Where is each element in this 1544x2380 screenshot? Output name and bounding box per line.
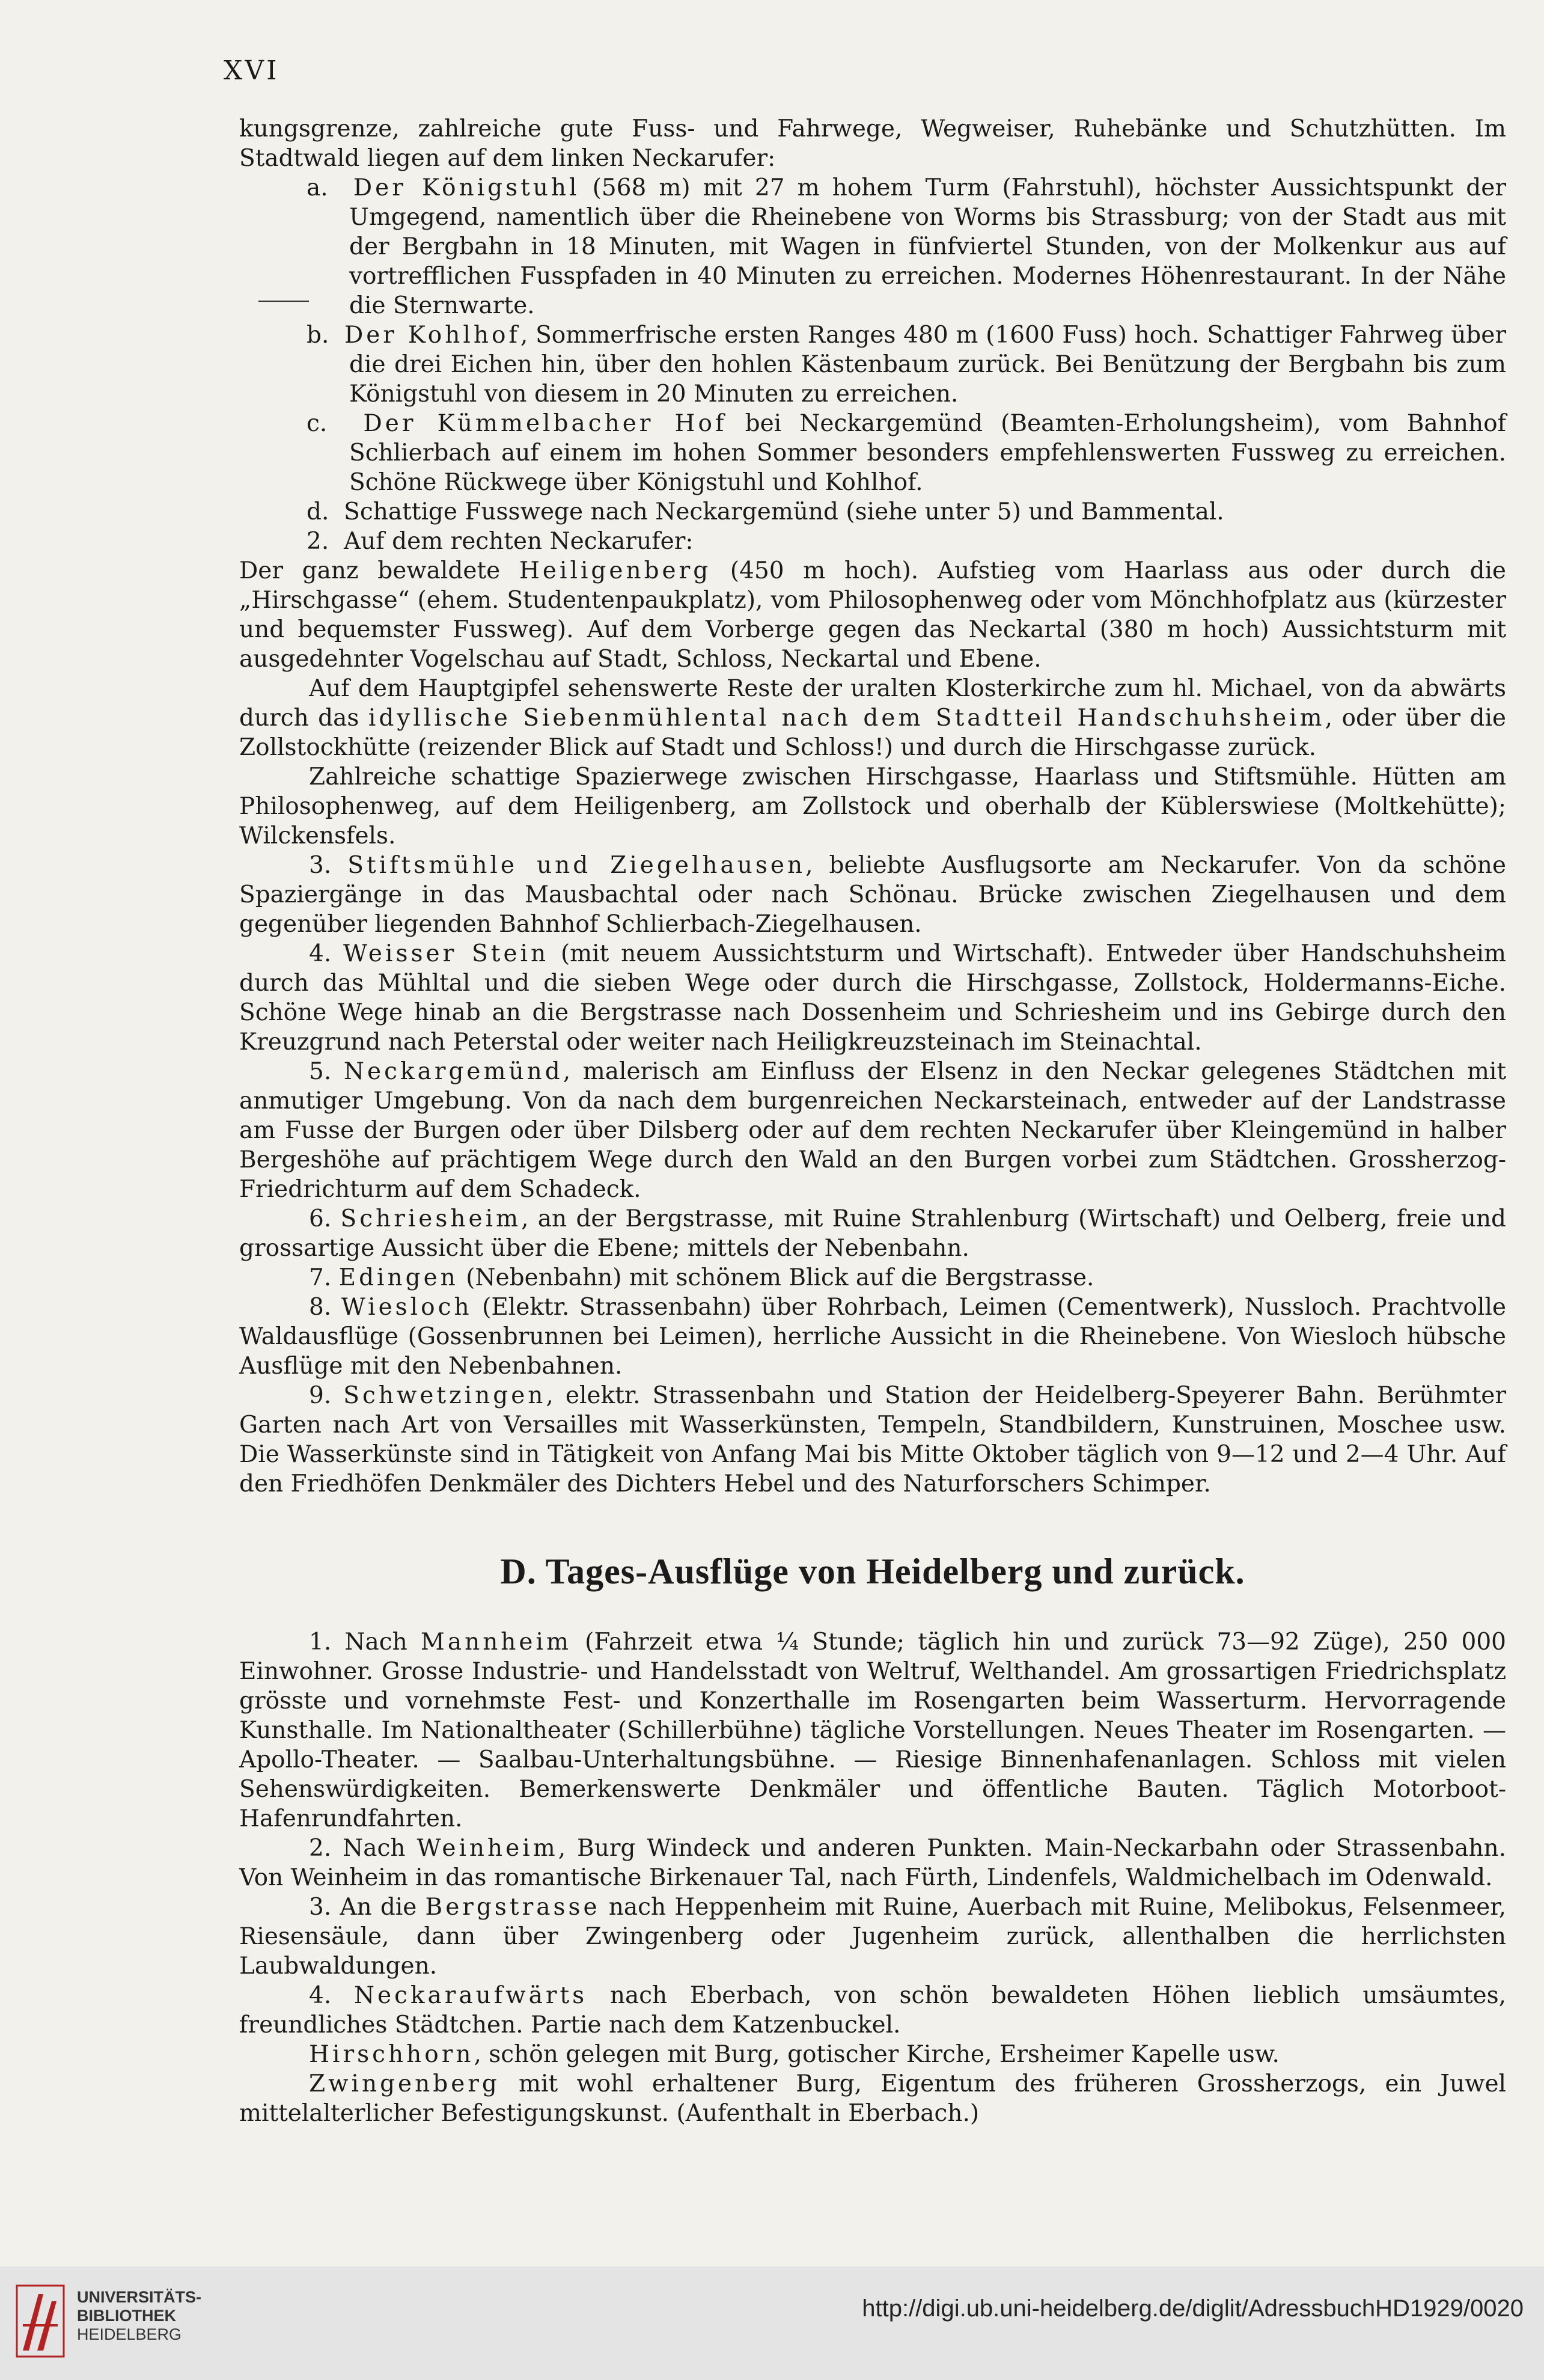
source-url-link[interactable]: http://digi.ub.uni-heidelberg.de/diglit/AdressbuchHD1929/0020 <box>862 2295 1524 2322</box>
para-text: 3. An die <box>309 1894 426 1921</box>
para-text: (Nebenbahn) mit schönem Blick auf die Bergstrasse. <box>458 1264 1094 1291</box>
logo-line-3: HEIDELBERG <box>77 2325 182 2343</box>
para-text: 5. <box>309 1058 344 1085</box>
section-paragraph-5 <box>239 2040 1506 2069</box>
list-item-a <box>239 173 1506 320</box>
para-text: , elektr. Strassenbahn und Station der Heidelberg-Speyerer Bahn. Berühmter Garten nach Art von Versailles mit Wasserkünsten, Tempeln, Standbildern, Kunstruinen, Moschee usw. Die Wasserkünste sind in Tätigkeit von Anfang Mai bis Mitte Oktober täglich von 9—12 und 2—4 Uhr. Auf den Friedhöfen Denkmäler des Dichters Hebel und des Naturforschers Schimper. <box>239 1382 1506 1497</box>
item-label: d. <box>307 498 329 525</box>
item-label: 2. <box>307 528 329 555</box>
logo-line-2: BIBLIOTHEK <box>77 2307 176 2325</box>
place-name: Neckargemünd <box>343 1058 563 1085</box>
para-text: (Elektr. Strassenbahn) über Rohrbach, Leimen (Cementwerk), Nussloch. Prachtvolle Waldausflüge (Gossenbrunnen bei Leimen), herrliche Aussicht in die Rheinebene. Von Wiesloch hübsche Ausflüge mit den Nebenbahnen. <box>239 1294 1506 1380</box>
item-text: Schattige Fusswege nach Neckargemünd (siehe unter 5) und Bammental. <box>344 498 1224 525</box>
list-item-b <box>239 320 1506 409</box>
item-label: b. <box>307 322 329 349</box>
para-text: 4. <box>309 940 344 967</box>
para-text: (Fahrzeit etwa ¼ Stunde; täglich hin und zurück 73—92 Züge), 250 000 Einwohner. Grosse Industrie- und Handelsstadt von Weltruf, Welthandel. Am grossartigen Friedrichsplatz grösste und vornehmste Fest- und Konzerthalle im Rosengarten beim Wasserturm. Hervorragende Kunsthalle. Im Nationaltheater (Schillerbühne) tägliche Vorstellungen. Neues Theater im Rosengarten. — Apollo-Theater. — Saalbau-Unterhaltungsbühne. — Riesige Binnenhafenanlagen. Schloss mit vielen Sehenswürdigkeiten. Bemerkenswerte Denkmäler und öffentliche Bauten. Täglich Motorboot-Hafenrundfahrten. <box>239 1629 1506 1832</box>
place-name: Neckaraufwärts <box>353 1982 588 2009</box>
place-name: Hirschhorn <box>309 2041 474 2068</box>
place-name: Weinheim <box>417 1835 558 1862</box>
place-name: Der Kümmelbacher Hof <box>363 410 727 437</box>
place-name: Wiesloch <box>341 1294 472 1321</box>
paragraph-item-5 <box>239 1057 1506 1204</box>
item-label: a. <box>307 174 328 201</box>
paragraph-item-4 <box>239 939 1506 1057</box>
place-name: Mannheim <box>420 1629 572 1656</box>
place-name: Schriesheim <box>340 1205 522 1232</box>
para-text: , beliebte Ausflugsorte am Neckarufer. Von da schöne Spaziergänge in das Mausbachtal oder nach Schönau. Brücke zwischen Ziegelhausen und dem gegenüber liegenden Bahnhof Schlierbach-Ziegelhausen. <box>239 852 1506 938</box>
para-text: , oder über die Zollstockhütte (reizender Blick auf Stadt und Schloss!) und durch die Hirschgasse zurück. <box>239 705 1507 761</box>
place-name: Der Königstuhl <box>353 174 580 201</box>
place-name: Weisser Stein <box>343 940 549 967</box>
place-name: Der Kohlhof <box>344 322 520 349</box>
library-emblem-icon <box>14 2283 66 2361</box>
para-text: mit wohl erhaltener Burg, Eigentum des früheren Grossherzogs, ein Juwel mittelalterlicher Befestigungskunst. (Aufenthalt in Eberbach.) <box>239 2070 1506 2127</box>
para-text: , an der Bergstrasse, mit Ruine Strahlenburg (Wirtschaft) und Oelberg, freie und grossartige Aussicht über die Ebene; mittels der Nebenbahn. <box>239 1205 1506 1262</box>
section-paragraph-3 <box>239 1892 1506 1981</box>
para-text: , malerisch am Einfluss der Elsenz in den Neckar gelegenes Städtchen mit anmutiger Umgebung. Von da nach dem burgenreichen Neckarsteinach, entweder auf der Landstrasse am Fusse der Burgen oder über Dilsberg oder auf dem rechten Neckarufer über Kleingemünd in halber Bergeshöhe auf prächtigem Wege durch den Wald an den Burgen vorbei zum Städtchen. Grossherzog-Friedrichturm auf dem Schadeck. <box>239 1058 1506 1203</box>
footer-bar <box>0 2266 1544 2380</box>
paragraph-spazierwege <box>239 762 1506 851</box>
paragraph-heiligenberg <box>239 556 1506 674</box>
place-name: Zwingenberg <box>309 2070 500 2097</box>
item-text: (568 m) mit 27 m hohem Turm (Fahrstuhl), höchster Aussichtspunkt der Umgegend, namentlich über die Rheinebene von Worms bis Strassburg; von der Stadt aus mit der Bergbahn in 18 Minuten, mit Wagen in fünfviertel Stunden, von der Molkenkur aus auf vortrefflichen Fusspfaden in 40 Minuten zu erreichen. Modernes Höhenrestaurant. In der Nähe die Sternwarte. <box>349 174 1506 319</box>
place-name: Bergstrasse <box>425 1894 600 1921</box>
page-body <box>239 114 1506 2128</box>
place-name: Heiligenberg <box>519 557 712 584</box>
para-text: 9. <box>309 1382 344 1409</box>
para-text: 6. <box>309 1205 341 1232</box>
para-text: , Burg Windeck und anderen Punkten. Main-Neckarbahn oder Strassenbahn. Von Weinheim in das romantische Birkenauer Tal, nach Fürth, Lindenfels, Waldmichelbach im Odenwald. <box>239 1835 1506 1891</box>
page-number: XVI <box>224 55 279 86</box>
para-text: Der ganz bewaldete <box>239 557 519 584</box>
item-label: c. <box>307 410 328 437</box>
para-text: nach Eberbach, von schön bewaldeten Höhen lieblich umsäumtes, freundliches Städtchen. Partie nach dem Katzenbuckel. <box>239 1982 1506 2039</box>
library-logo[interactable] <box>11 2278 263 2369</box>
place-name: Schwetzingen <box>343 1382 546 1409</box>
section-paragraph-4 <box>239 1981 1506 2040</box>
section-heading: D. Tages-Ausflüge von Heidelberg und zurück. <box>500 1552 1245 1591</box>
logo-line-1: UNIVERSITÄTS- <box>77 2288 202 2306</box>
paragraph-hauptgipfel <box>239 674 1506 762</box>
item-text: Auf dem rechten Neckarufer: <box>344 528 694 555</box>
para-text: (450 m hoch). Aufstieg vom Haarlass aus oder durch die „Hirschgasse“ (ehem. Studentenpaukplatz), vom Philosophenweg oder vom Mönchhofplatz aus (kürzester und bequemster Fussweg). Auf dem Vorberge gegen das Neckartal (380 m hoch) Aussichtsturm mit ausgedehnter Vogelschau auf Stadt, Schloss, Neckartal und Ebene. <box>239 557 1507 673</box>
list-item-d <box>239 497 1506 527</box>
section-paragraph-6 <box>239 2069 1506 2128</box>
paragraph-item-7 <box>239 1263 1506 1292</box>
para-text: , schön gelegen mit Burg, gotischer Kirche, Ersheimer Kapelle usw. <box>474 2041 1280 2068</box>
list-item-c <box>239 409 1506 497</box>
para-text: 4. <box>309 1982 354 2009</box>
paragraph-item-8 <box>239 1292 1506 1381</box>
paragraph-item-9 <box>239 1381 1506 1499</box>
para-text: Zahlreiche schattige Spazierwege zwischen Hirschgasse, Haarlass und Stiftsmühle. Hütten am Philosophenweg, auf dem Heiligenberg, am Zollstock und oberhalb der Küblerswiese (Moltkehütte); Wilckensfels. <box>239 763 1506 849</box>
para-text: 2. Nach <box>309 1835 417 1862</box>
place-name: Edingen <box>338 1264 459 1291</box>
place-name: idyllische Siebenmühlental nach dem Stadtteil Handschuhsheim <box>368 705 1325 732</box>
para-text: nach Heppenheim mit Ruine, Auerbach mit Ruine, Melibokus, Felsenmeer, Riesensäule, dann über Zwingenberg oder Jugenheim zurück, allenthalben die herrlichsten Laubwaldungen. <box>239 1894 1507 1980</box>
para-text: 1. Nach <box>309 1629 421 1656</box>
para-text: 8. <box>309 1294 341 1321</box>
list-item-2 <box>239 527 1506 556</box>
intro-paragraph: kungsgrenze, zahlreiche gute Fuss- und Fahrwege, Wegweiser, Ruhebänke und Schutzhütten. Im Stadtwald liegen auf dem linken Neckarufer: <box>239 115 1506 172</box>
para-text: 3. <box>309 852 348 879</box>
paragraph-item-6 <box>239 1204 1506 1263</box>
para-text: (mit neuem Aussichtsturm und Wirtschaft). Entweder über Handschuhsheim durch das Mühltal und die sieben Wege oder durch die Hirschgasse, Zollstock, Holdermanns-Eiche. Schöne Wege hinab an die Bergstrasse nach Dossenheim und Schriesheim und ins Gebirge durch den Kreuzgrund nach Peterstal oder weiter nach Heiligkreuzsteinach im Steinachtal. <box>239 940 1506 1056</box>
para-text: 7. <box>309 1264 339 1291</box>
place-name: Stiftsmühle und Ziegelhausen <box>347 852 806 879</box>
section-paragraph-1 <box>239 1627 1506 1834</box>
item-text: , Sommerfrische ersten Ranges 480 m (1600 Fuss) hoch. Schattiger Fahrweg über die drei Eichen hin, über den hohlen Kästenbaum zurück. Bei Benützung der Bergbahn bis zum Königstuhl von diesem in 20 Minuten zu erreichen. <box>349 322 1506 408</box>
item-text: bei Neckargemünd (Beamten-Erholungsheim), vom Bahnhof Schlierbach auf einem im hohen Sommer besonders empfehlenswerten Fussweg zu erreichen. Schöne Rückwege über Königstuhl und Kohlhof. <box>349 410 1506 496</box>
para-text: Auf dem Hauptgipfel sehenswerte Reste der uralten Klosterkirche zum hl. Michael, von da abwärts durch das <box>239 675 1506 732</box>
paragraph-item-3 <box>239 851 1506 939</box>
library-logo-text <box>77 2288 201 2344</box>
section-paragraph-2 <box>239 1834 1506 1892</box>
